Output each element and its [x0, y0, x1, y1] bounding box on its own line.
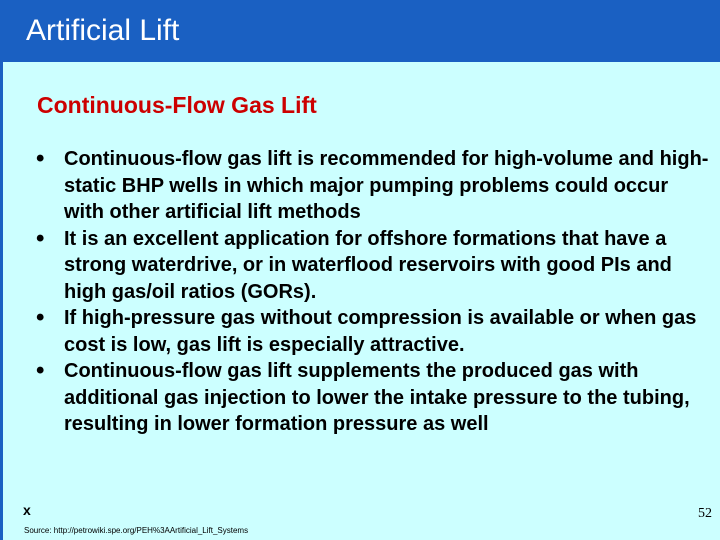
bullet-dot-icon: •: [36, 224, 45, 252]
left-accent-stripe: [0, 62, 3, 540]
bullet-text: Continuous-flow gas lift supplements the produced gas with additional gas injection to lower the intake pressure to the tubing, resulting in lower formation pressure as well: [64, 360, 690, 435]
bullet-item: [36, 358, 711, 438]
bullet-dot-icon: •: [36, 357, 45, 384]
bullet-item: [36, 146, 711, 226]
page-number: 52: [698, 506, 712, 521]
bullet-list: [36, 146, 711, 438]
bullet-item: [36, 305, 711, 358]
bullet-item: [36, 226, 711, 306]
bullet-text: It is an excellent application for offshore formations that have a strong waterdrive, or in waterflood reservoirs with good PIs and high gas/oil ratios (GORs).: [64, 227, 672, 303]
slide-title: Artificial Lift: [26, 14, 180, 47]
bullet-dot-icon: •: [36, 145, 45, 172]
slide-subtitle: Continuous-Flow Gas Lift: [37, 92, 317, 118]
bullet-text: Continuous-flow gas lift is recommended for high-volume and high-static BHP wells in which major pumping problems could occur with other artificial lift methods: [64, 148, 709, 223]
bullet-text: If high-pressure gas without compression is available or when gas cost is low, gas lift is especially attractive.: [64, 307, 697, 356]
source-citation: Source: http://petrowiki.spe.org/PEH%3AArtificial_Lift_Systems: [24, 526, 249, 535]
bullet-dot-icon: •: [36, 304, 45, 331]
x-mark: x: [23, 502, 31, 518]
title-bar: [0, 0, 720, 62]
